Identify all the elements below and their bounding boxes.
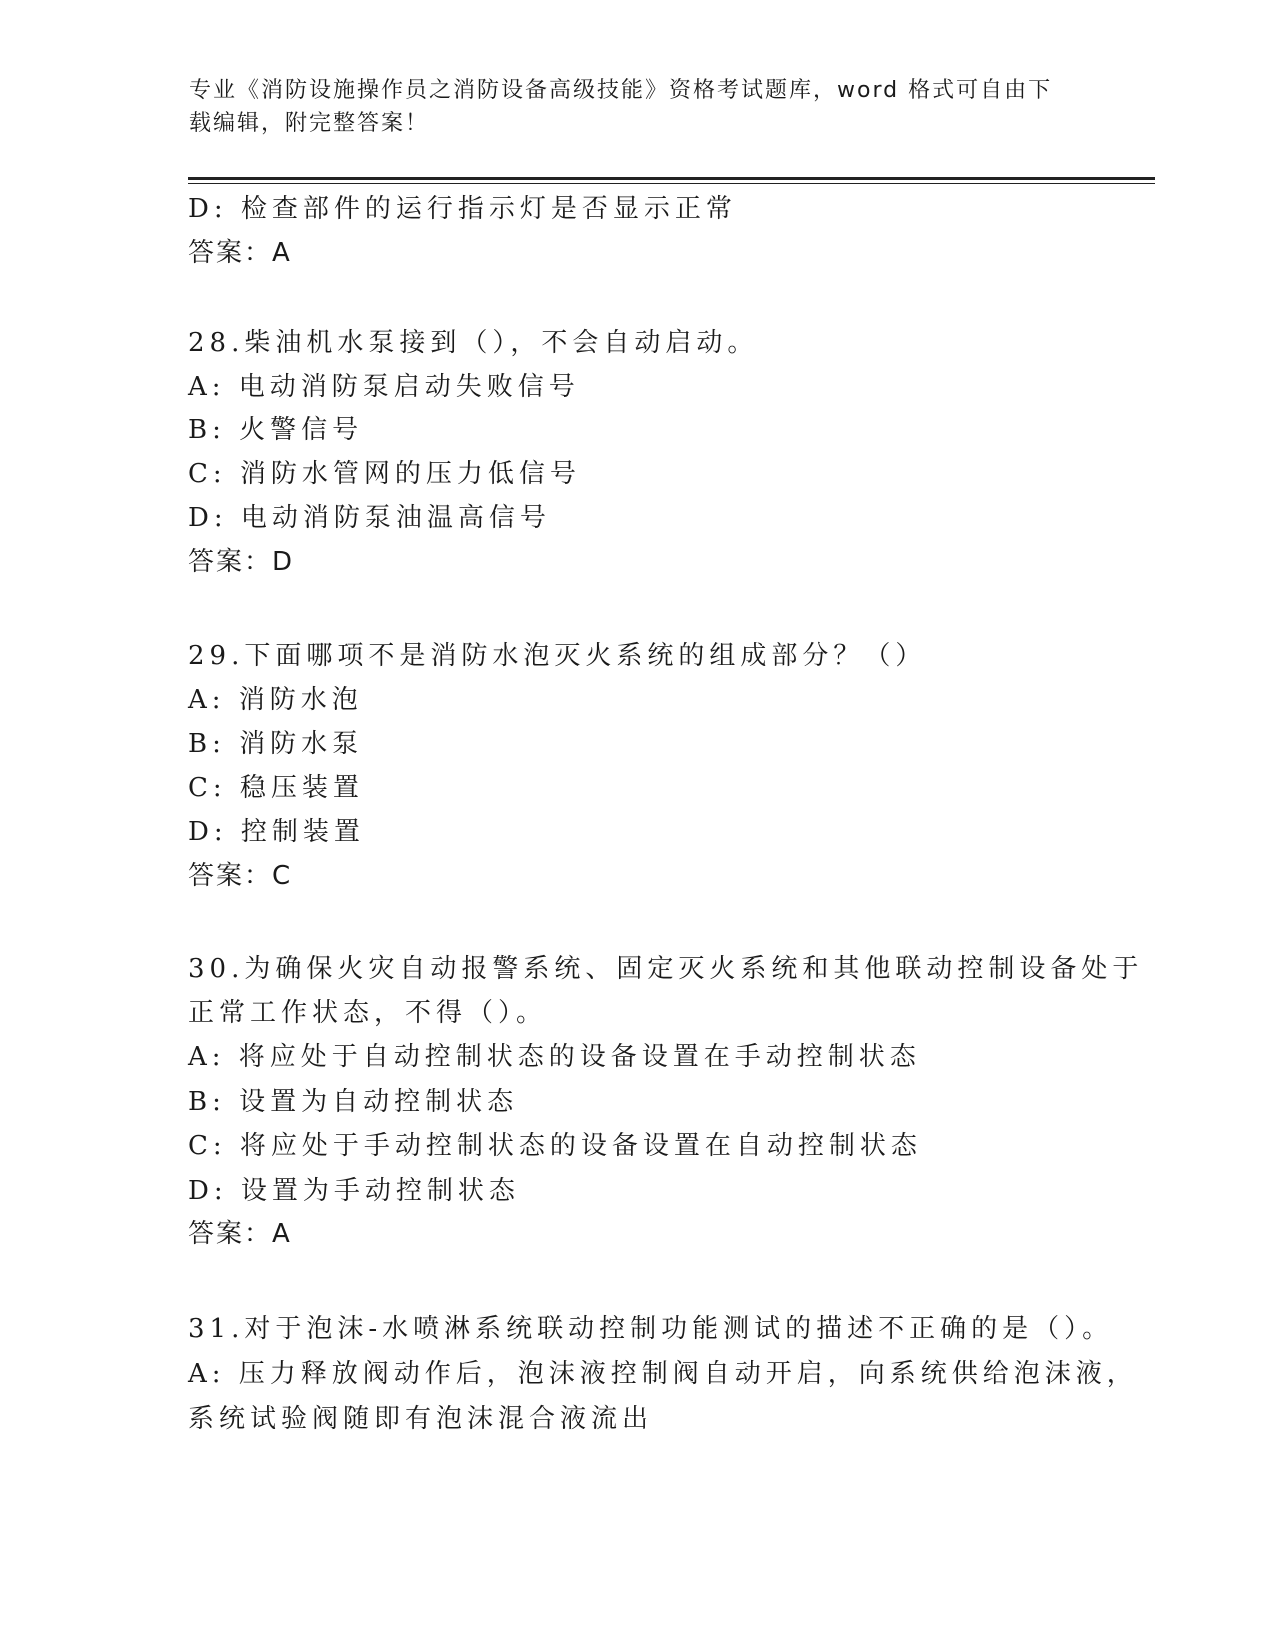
q29-option-b: B: 消防水泵 bbox=[188, 729, 364, 759]
q28-stem: 28.柴油机水泵接到（），不会自动启动。 bbox=[188, 328, 759, 358]
q30-option-b: B: 设置为自动控制状态 bbox=[188, 1087, 519, 1117]
q31-stem: 31.对于泡沫-水喷淋系统联动控制功能测试的描述不正确的是（）。 bbox=[188, 1314, 1114, 1344]
q30-stem-line2: 正常工作状态，不得（）。 bbox=[188, 998, 548, 1028]
q29-option-c: C: 稳压装置 bbox=[188, 773, 364, 803]
q31-option-a-line1: A: 压力释放阀动作后，泡沫液控制阀自动开启，向系统供给泡沫液， bbox=[188, 1359, 1138, 1389]
header-line-1: 专业《消防设施操作员之消防设备高级技能》资格考试题库，word 格式可自由下 bbox=[189, 78, 1053, 103]
q30-option-c: C: 将应处于手动控制状态的设备设置在自动控制状态 bbox=[188, 1131, 922, 1161]
q30-answer: 答案：A bbox=[188, 1219, 292, 1249]
q31-option-a-line2: 系统试验阀随即有泡沫混合液流出 bbox=[188, 1404, 654, 1434]
q30-option-a: A: 将应处于自动控制状态的设备设置在手动控制状态 bbox=[188, 1042, 921, 1072]
q28-option-c: C: 消防水管网的压力低信号 bbox=[188, 459, 581, 489]
q30-option-d: D: 设置为手动控制状态 bbox=[188, 1176, 520, 1206]
q28-option-a: A: 电动消防泵启动失败信号 bbox=[188, 372, 580, 402]
q28-answer: 答案：D bbox=[188, 547, 295, 577]
q29-option-d: D: 控制装置 bbox=[188, 817, 365, 847]
q29-option-a: A: 消防水泡 bbox=[188, 685, 363, 715]
header-divider-thick bbox=[188, 177, 1155, 180]
q29-stem: 29.下面哪项不是消防水泡灭火系统的组成部分？（） bbox=[188, 641, 927, 671]
q30-stem-line1: 30.为确保火灾自动报警系统、固定灭火系统和其他联动控制设备处于 bbox=[188, 954, 1144, 984]
header-line-2: 载编辑，附完整答案！ bbox=[189, 111, 430, 136]
prev-option-d: D: 检查部件的运行指示灯是否显示正常 bbox=[188, 194, 737, 224]
document-header bbox=[189, 74, 1069, 140]
q29-answer: 答案：C bbox=[188, 861, 293, 891]
q28-option-b: B: 火警信号 bbox=[188, 415, 364, 445]
prev-answer: 答案：A bbox=[188, 238, 292, 268]
q28-option-d: D: 电动消防泵油温高信号 bbox=[188, 503, 551, 533]
header-divider-thin bbox=[188, 183, 1155, 184]
